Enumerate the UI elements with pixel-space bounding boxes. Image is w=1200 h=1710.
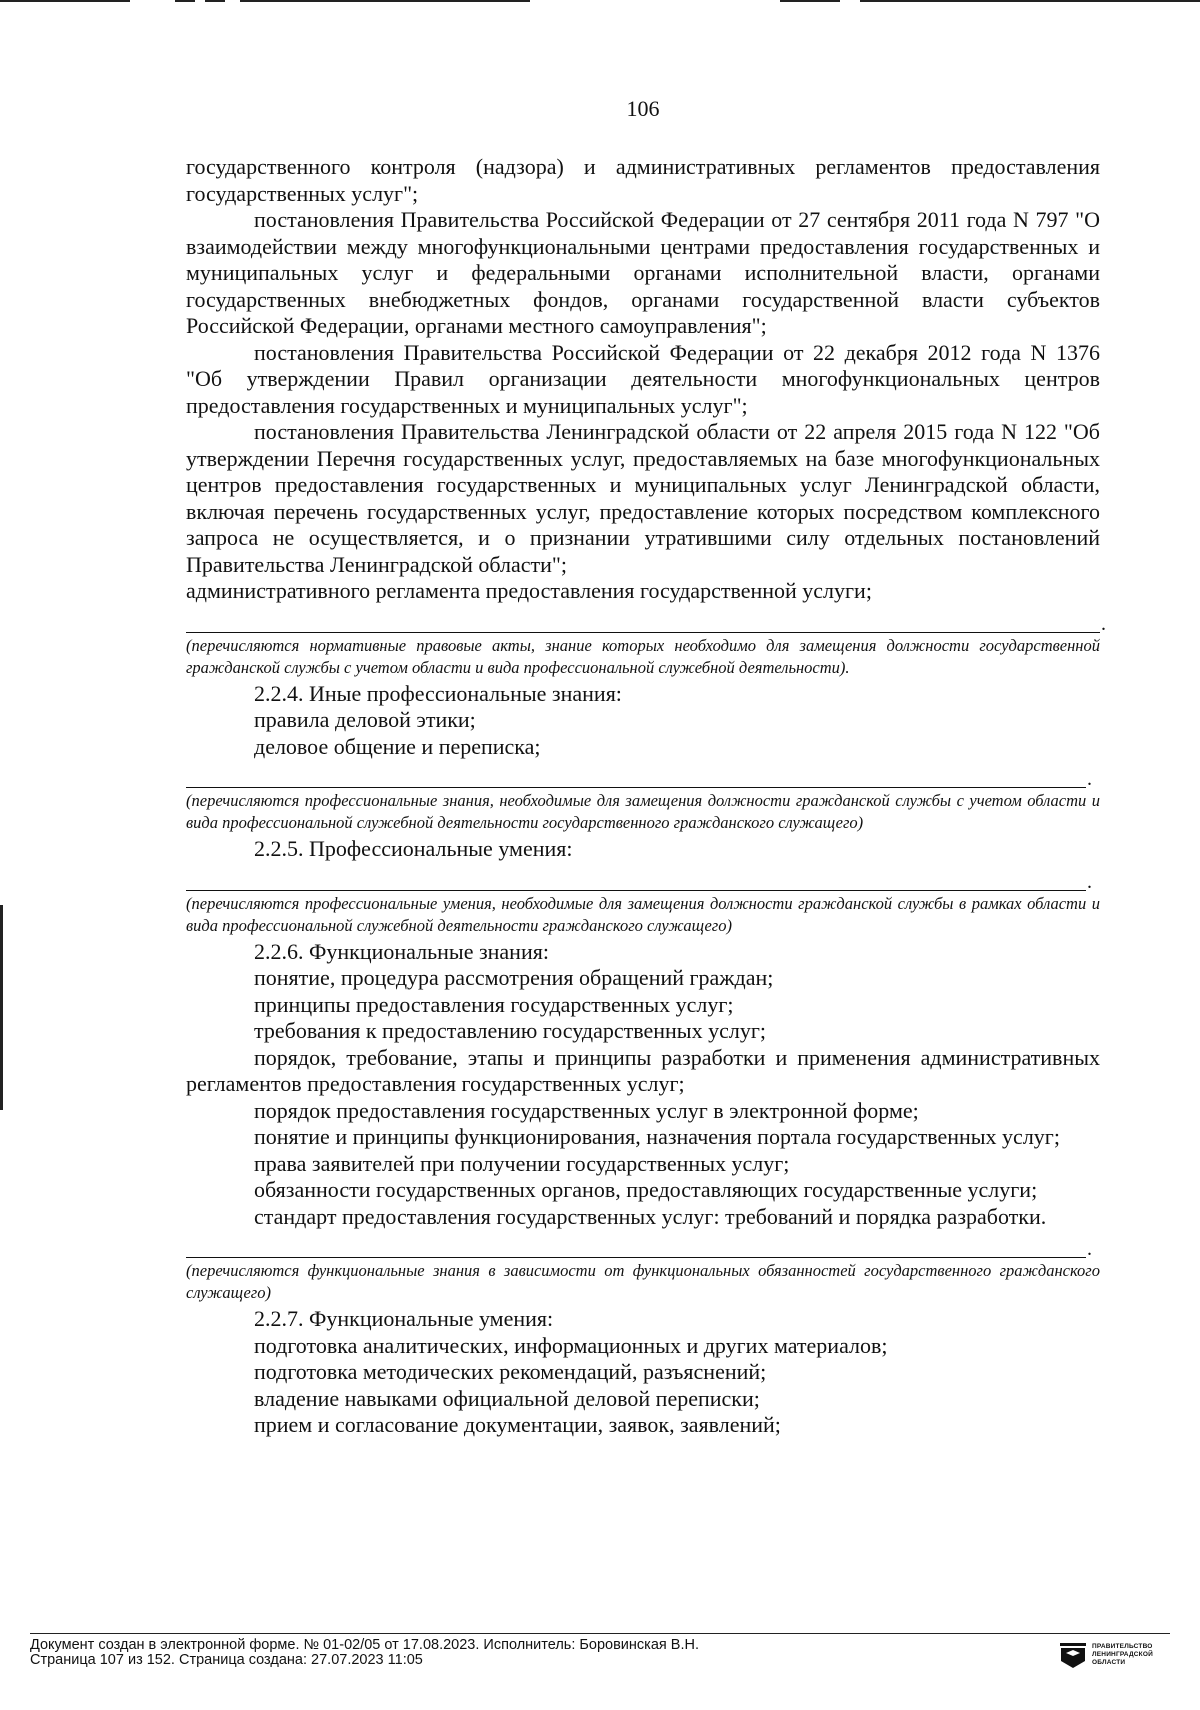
list-item: прием и согласование документации, заявок, заявлений;	[254, 1412, 781, 1437]
list-item: стандарт предоставления государственных услуг: требований и порядка разработки.	[254, 1203, 1047, 1229]
footer-line-1: Документ создан в электронной форме. № 01-02/05 от 17.08.2023. Исполнитель: Боровинская В.Н.	[30, 1637, 699, 1653]
paragraph: государственного контроля (надзора) и административных регламентов предоставления государственных услуг";	[186, 154, 1100, 206]
section-heading: 2.2.6. Функциональные знания:	[254, 938, 549, 964]
list-item: порядок, требование, этапы и принципы разработки и применения административных регламентов предоставления государственных услуг;	[186, 1044, 1100, 1096]
list-item: понятие, процедура рассмотрения обращений граждан;	[254, 965, 774, 990]
logo-text	[1092, 1643, 1153, 1667]
document-body	[186, 154, 1100, 1439]
fill-in-line	[186, 890, 1086, 891]
footer-rule	[30, 1633, 1170, 1634]
scan-left-mark	[0, 905, 3, 1110]
list-item: подготовка аналитических, информационных и других материалов;	[254, 1332, 888, 1358]
paragraph: постановления Правительства Российской Федерации от 22 декабря 2012 года N 1376 "Об утверждении Правил организации деятельности многофункциональных центров предоставления государственных и муниципальных услуг";	[186, 339, 1100, 418]
logo-line-3: ОБЛАСТИ	[1092, 1659, 1126, 1666]
emblem-icon	[1060, 1643, 1086, 1669]
list-item: права заявителей при получении государственных услуг;	[254, 1150, 790, 1176]
logo-line-1: ПРАВИТЕЛЬСТВО	[1092, 1643, 1153, 1650]
list-item: требования к предоставлению государственных услуг;	[254, 1018, 766, 1043]
list-item: владение навыками официальной деловой переписки;	[254, 1385, 760, 1411]
list-item: подготовка методических рекомендаций, разъяснений;	[254, 1359, 767, 1384]
logo-line-2: ЛЕНИНГРАДСКОЙ	[1092, 1651, 1153, 1658]
paragraph: постановления Правительства Российской Федерации от 27 сентября 2011 года N 797 "О взаимодействии между многофункциональными центрами предоставления государственных и муниципальных услуг и федеральными органами исполнительной власти, органами государственных внебюджетных фондов, органами государственной власти субъектов Российской Федерации, органами местного самоуправления";	[186, 207, 1100, 338]
section-heading: 2.2.4. Иные профессиональные знания:	[254, 680, 622, 706]
list-item: обязанности государственных органов, предоставляющих государственные услуги;	[254, 1177, 1038, 1202]
section-heading: 2.2.7. Функциональные умения:	[254, 1306, 554, 1331]
footnote-note: (перечисляются нормативные правовые акты, знание которых необходимо для замещения должности государственной гражданской службы с учетом области и вида профессиональной служебной деятельности).	[186, 635, 1100, 677]
paragraph: административного регламента предоставления государственной услуги;	[186, 578, 872, 603]
fill-in-line	[186, 632, 1100, 633]
list-item: порядок предоставления государственных услуг в электронной форме;	[254, 1097, 919, 1123]
scan-top-marks	[0, 0, 1200, 4]
paragraph: постановления Правительства Ленинградской области от 22 апреля 2015 года N 122 "Об утверждении Перечня государственных услуг, предоставляемых на базе многофункциональных центров предоставления государственных и муниципальных услуг Ленинградской области, включая перечень государственных услуг, предоставление которых посредством комплексного запроса не осуществляется, и о признании утратившими силу отдельных постановлений Правительства Ленинградской области";	[186, 419, 1100, 577]
list-item: понятие и принципы функционирования, назначения портала государственных услуг;	[254, 1124, 1060, 1149]
list-item: принципы предоставления государственных услуг;	[254, 991, 734, 1017]
footnote-note: (перечисляются профессиональные знания, необходимые для замещения должности гражданской службы с учетом области и вида профессиональной служебной деятельности государственного гражданского служащего)	[186, 791, 1100, 832]
footer-text	[30, 1638, 699, 1668]
list-item: деловое общение и переписка;	[254, 733, 541, 759]
fill-in-line	[186, 1257, 1086, 1258]
list-item: правила деловой этики;	[254, 707, 476, 732]
page-number: 106	[626, 96, 660, 121]
footnote-note: (перечисляются профессиональные умения, необходимые для замещения должности гражданской службы в рамках области и вида профессиональной служебной деятельности гражданского служащего)	[186, 893, 1100, 935]
fill-in-line	[186, 787, 1086, 788]
footer-line-2: Страница 107 из 152. Страница создана: 27.07.2023 11:05	[30, 1652, 423, 1668]
section-heading: 2.2.5. Профессиональные умения:	[254, 836, 573, 861]
government-logo	[1060, 1641, 1170, 1675]
footnote-note: (перечисляются функциональные знания в зависимости от функциональных обязанностей государственного гражданского служащего)	[186, 1261, 1100, 1302]
